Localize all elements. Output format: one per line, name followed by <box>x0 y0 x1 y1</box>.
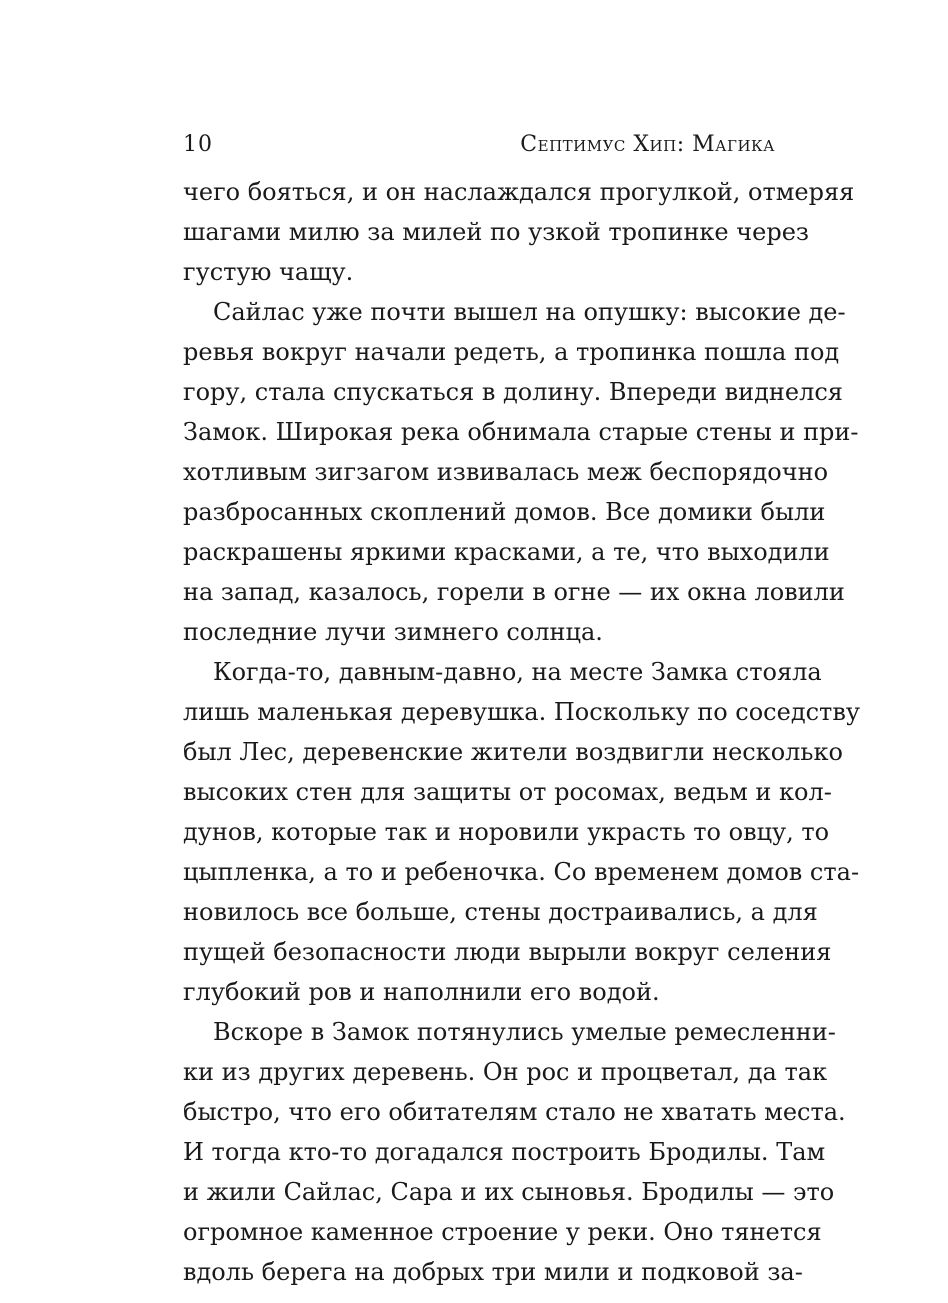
text-line: Сайлас уже почти вышел на опушку: высокие де- <box>213 298 846 326</box>
text-line: и жили Сайлас, Сара и их сыновья. Бродилы — это <box>183 1178 835 1206</box>
text-line: был Лес, деревенские жители воздвигли несколько <box>183 738 843 766</box>
text-line: раскрашены яркими красками, а те, что выходили <box>183 538 830 566</box>
text-line: чего бояться, и он наслаждался прогулкой, отмеряя <box>183 178 855 206</box>
text-line: высоких стен для защиты от росомах, ведьм и кол- <box>183 778 832 806</box>
text-line: огромное каменное строение у реки. Оно тянется <box>183 1218 822 1246</box>
text-line: И тогда кто-то догадался построить Бродилы. Там <box>183 1138 826 1166</box>
text-line: вдоль берега на добрых три мили и подковой за- <box>183 1258 803 1286</box>
body-text <box>183 172 860 1292</box>
page-header <box>183 128 775 162</box>
text-line: Замок. Широкая река обнимала старые стены и при- <box>183 418 859 446</box>
running-title: Септимус Хип: Магика <box>520 132 775 157</box>
text-line: глубокий ров и наполнили его водой. <box>183 978 660 1006</box>
text-line: лишь маленькая деревушка. Поскольку по соседству <box>183 698 860 726</box>
text-line: хотливым зигзагом извивалась меж беспорядочно <box>183 458 829 486</box>
text-line: ки из других деревень. Он рос и процветал, да так <box>183 1058 828 1086</box>
text-line: разбросанных скоплений домов. Все домики были <box>183 498 826 526</box>
text-line: последние лучи зимнего солнца. <box>183 618 603 646</box>
text-line: на запад, казалось, горели в огне — их окна ловили <box>183 578 845 606</box>
text-line: Когда-то, давным-давно, на месте Замка стояла <box>213 658 822 686</box>
text-line: ревья вокруг начали редеть, а тропинка пошла под <box>183 338 840 366</box>
text-line: цыпленка, а то и ребеночка. Со временем домов ста- <box>183 858 860 886</box>
text-line: гору, стала спускаться в долину. Впереди виднелся <box>183 378 843 406</box>
page-number: 10 <box>183 132 213 157</box>
text-line: дунов, которые так и норовили украсть то овцу, то <box>183 818 830 846</box>
text-line: Вскоре в Замок потянулись умелые ремесленни- <box>213 1018 836 1046</box>
text-line: пущей безопасности люди вырыли вокруг селения <box>183 938 832 966</box>
text-line: новилось все больше, стены достраивались, а для <box>183 898 818 926</box>
text-line: быстро, что его обитателям стало не хватать места. <box>183 1098 846 1126</box>
text-line: густую чащу. <box>183 258 354 286</box>
text-line: шагами милю за милей по узкой тропинке через <box>183 218 809 246</box>
